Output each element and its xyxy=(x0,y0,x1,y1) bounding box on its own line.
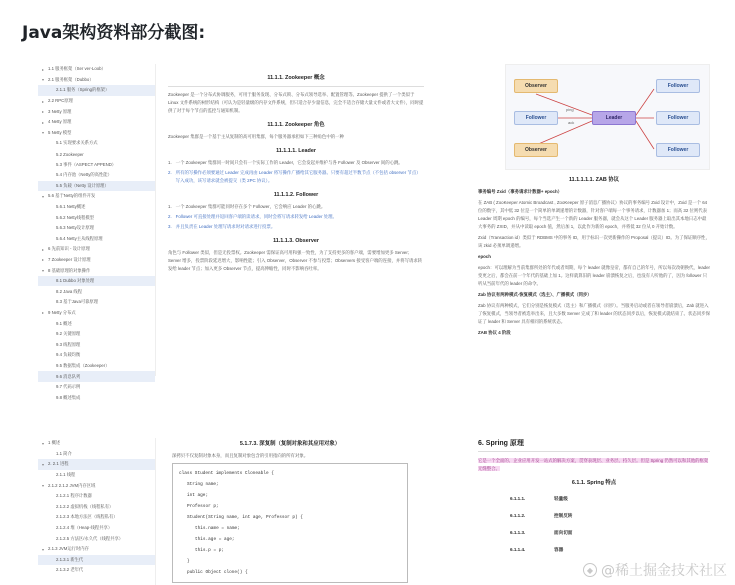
toc-item[interactable] xyxy=(38,96,155,107)
toc-item-label: 8.3 基于Java可靠原理 xyxy=(56,299,99,305)
toc-item-label: 6 先前知识 - 设计原理 xyxy=(48,246,90,252)
toc-item[interactable] xyxy=(38,286,155,297)
toc-item[interactable] xyxy=(38,191,155,202)
zk-paragraph-1: Zookeeper 是一个分布式协调服务，可用于服务发现、分布式锁、分布式领导选举、配置管理等。Zookeeper 提供了一个类似于 Linux 文件系统的树形结构（可认为是轻量级的内存文件系统，但只适合存少量信息，完全不适合存储大量文件或者大文件），同时提供了对于每个节点的监控与通知机制。 xyxy=(168,92,424,113)
toc-item-label: 5.6.4 Netty主从线程原理 xyxy=(56,235,103,241)
zk-roles-heading: 11.1.1. Zookeeper 角色 xyxy=(267,122,325,128)
toc-item[interactable] xyxy=(38,523,155,534)
zab-sub-4: ZAB 协议 4 阶段 xyxy=(478,330,511,335)
toc-item-label: 9.4 负载均衡 xyxy=(56,352,81,358)
toc-item-label: 9.1 概述 xyxy=(56,320,72,326)
zab-follower-bottom: Follower xyxy=(656,143,700,157)
caret-down-icon[interactable]: ▾ xyxy=(42,77,45,83)
caret-down-icon[interactable]: ▾ xyxy=(42,130,45,136)
toc-item-label: 2.1.3.1 新生代 xyxy=(56,556,84,562)
toc-item[interactable] xyxy=(38,244,155,255)
juejin-logo-icon: ◆ xyxy=(583,563,597,577)
code-line: this.p = p; xyxy=(195,548,224,553)
toc-item-label: 9.6 消息队列 xyxy=(56,373,81,379)
caret-right-icon[interactable]: ▸ xyxy=(42,310,45,316)
toc-item[interactable] xyxy=(38,438,155,449)
code-line: Professor p; xyxy=(187,504,219,509)
caret-down-icon[interactable]: ▾ xyxy=(42,546,45,552)
toc-item-label: 2.1.2.1 程序计数器 xyxy=(56,493,92,499)
toc-item-label: 4 Netty 原理 xyxy=(48,119,72,125)
toc-item[interactable] xyxy=(38,512,155,523)
toc-item[interactable] xyxy=(38,459,155,470)
toc-item-label: 1 概述 xyxy=(48,440,61,446)
spring-feature-number: 6.1.1.2. xyxy=(510,513,526,518)
deep-copy-page xyxy=(172,440,408,585)
zab-sub-1: 事务编号 Zxid（事务请求计数器+ epoch） xyxy=(478,189,563,194)
toc-item[interactable] xyxy=(38,533,155,544)
caret-down-icon[interactable]: ▾ xyxy=(42,440,45,446)
spring-feature-row xyxy=(478,546,710,554)
toc-item-label: 9.8 概述集成 xyxy=(56,394,81,400)
zk-observer-heading: 11.1.1.3. Observer xyxy=(273,238,319,244)
caret-down-icon[interactable]: ▾ xyxy=(42,461,45,467)
toc-item[interactable] xyxy=(38,149,155,160)
toc-item[interactable] xyxy=(38,64,155,75)
toc-item-label: 5.6 基于Netty的组件开发 xyxy=(48,193,96,199)
spring-feature-row xyxy=(478,512,710,520)
toc-item-label: 5.2 Zookeeper xyxy=(56,151,84,157)
spring-paragraph: 它是一个全面的、企业应用开发一站式的解决方案，贯穿表现层、业务层、持久层。但是 Spring 仍然可以和其他的框架无缝整合。 xyxy=(478,458,709,471)
spring-feature-number: 6.1.1.4. xyxy=(510,547,526,552)
zab-follower-top: Follower xyxy=(656,79,700,93)
caret-right-icon[interactable]: ▸ xyxy=(42,66,45,72)
spring-feature-label: 容器 xyxy=(554,547,564,552)
toc-item-label: 8.2 Java 线程 xyxy=(56,288,83,294)
toc-item-label: 2.1.3 JVM运行时内存 xyxy=(48,546,89,552)
zk-leader-heading: 11.1.1.1. Leader xyxy=(276,148,316,154)
zab-paragraph-3: epoch：可以理解为当前集群所处的年代或者周期，每个 leader 就像皇帝，都有自己的年号，所以每次改朝换代，leader 变更之后，都会在前一个年代的基础上加 1。这样就算旧的 leader 崩溃恢复之后，也没有人听他的了，因为 follower 只听从当前年代的 leader 的命令。 xyxy=(478,265,711,286)
toc-item[interactable] xyxy=(38,85,155,96)
toc-item[interactable] xyxy=(38,318,155,329)
spring-feature-label: 面向切面 xyxy=(554,530,573,535)
toc-item-label: 2.1.3.2 老年代 xyxy=(56,567,84,573)
toc-item[interactable] xyxy=(38,371,155,382)
toc-item-label: 5.4 内存池（Netty的高性能） xyxy=(56,172,112,178)
toc-item[interactable] xyxy=(38,212,155,223)
copy-title: 5.1.7.3. 深复制（复制对象和其应用对象） xyxy=(239,441,341,447)
zab-page xyxy=(478,170,710,380)
toc-item[interactable] xyxy=(38,491,155,502)
toc-item-label: 2. 2.1 进程 xyxy=(48,461,69,467)
zk-list-3: 一个 Zookeeper 集群可能同时存在多个 Follower，它会响应 Leader 的心跳。 xyxy=(175,204,326,209)
zk-list-2: 所有的写操作必须要通过 Leader 完成再由 Leader 将写操作广播给其它服务器。只要有超过半数节点（不包括 observer 节点）写入成功，该写请求就会被提交（类 2PC 协议）。 xyxy=(175,170,421,183)
toc-item[interactable] xyxy=(38,555,155,566)
toc-item-label: 2.2 RPC原理 xyxy=(48,98,73,104)
toc-item-label: 8.1 Dubbo 对象处理 xyxy=(56,278,95,284)
toc-item[interactable] xyxy=(38,329,155,340)
toc-item[interactable] xyxy=(38,255,155,266)
zab-sub-2: epoch xyxy=(478,254,491,259)
zab-observer-bottom: Observer xyxy=(514,143,558,157)
toc-sidebar-2 xyxy=(38,438,156,585)
spring-feature-row xyxy=(478,495,710,503)
zab-ack-label: ack xyxy=(568,120,575,125)
toc-item[interactable] xyxy=(38,565,155,576)
toc-item[interactable] xyxy=(38,265,155,276)
toc-item[interactable] xyxy=(38,234,155,245)
toc-item-label: 2.1.2.2 虚拟机栈（线程私有） xyxy=(56,503,114,509)
caret-down-icon[interactable]: ▾ xyxy=(42,483,45,489)
toc-item-label: 9.7 代码示例 xyxy=(56,384,81,390)
code-line: public Object clone() { xyxy=(187,570,248,575)
caret-right-icon[interactable]: ▸ xyxy=(42,109,45,115)
toc-item[interactable] xyxy=(38,392,155,403)
zab-leader: Leader xyxy=(592,111,636,125)
toc-item[interactable] xyxy=(38,339,155,350)
toc-item-label: 2.1.2.3 本地方法区（线程私有） xyxy=(56,514,118,520)
toc-item-label: 2.1.2 2.1.2 JVM内存区域 xyxy=(48,482,96,488)
toc-item[interactable] xyxy=(38,350,155,361)
toc-item[interactable] xyxy=(38,470,155,481)
toc-item-label: 1.1 简介 xyxy=(56,450,72,456)
toc-item-label: 5.6.3 Netty设计原理 xyxy=(56,225,94,231)
toc-item-label: 2.1.2.5 方法区/永久代（线程共享） xyxy=(56,535,124,541)
copy-paragraph: 深拷贝不仅复制对象本身，而且复制对象包含的引用指向的所有对象。 xyxy=(172,453,309,458)
zab-follower-left: Follower xyxy=(514,111,558,125)
toc-item[interactable] xyxy=(38,480,155,491)
spring-features-list xyxy=(478,495,710,554)
caret-right-icon[interactable]: ▸ xyxy=(42,119,45,125)
caret-right-icon[interactable]: ▸ xyxy=(42,98,45,104)
page-heading: Java架构资料部分截图: xyxy=(22,23,206,43)
toc-sidebar-1 xyxy=(38,64,156,400)
zab-sub-3: Zab 协议有两种模式-恢复模式（选主）、广播模式（同步） xyxy=(478,292,592,297)
caret-down-icon[interactable]: ▾ xyxy=(42,268,45,274)
toc-item-label: 9.2 关键原理 xyxy=(56,331,81,337)
toc-item-label: 5.1 实现要求关系方式 xyxy=(56,140,98,146)
zk-list-5: 并且负责在 Leader 处理写请求时对请求进行投票。 xyxy=(175,224,276,229)
code-line: class Student implements Cloneable { xyxy=(179,471,274,476)
code-line: this.name = name; xyxy=(195,526,240,531)
toc-item[interactable] xyxy=(38,202,155,213)
toc-item-label: 5.6.2 Netty线程模型 xyxy=(56,214,94,220)
toc-item-label: 5.6.1 Netty概述 xyxy=(56,204,86,210)
zab-paragraph-2: Zxid（Transaction id）类似于 RDBMS 中的事务 ID，用于标识一次更新操作的 Proposal（提议）ID。为了保证顺序性，该 zkid 必须单调递增。 xyxy=(478,235,710,248)
toc-item[interactable] xyxy=(38,138,155,149)
code-line: String name; xyxy=(187,482,219,487)
code-line: Student(String name, int age, Professor p) { xyxy=(187,515,303,520)
toc-item[interactable] xyxy=(38,276,155,287)
spring-feature-number: 6.1.1.1. xyxy=(510,496,526,501)
toc-item-label: 7 Zookeeper 设计原理 xyxy=(48,256,91,262)
zk-list-1: 一个 Zookeeper 集群同一时间只会有一个实际工作的 Leader，它会发起并维护与各 Follower 及 Observer 间的心跳。 xyxy=(175,160,403,165)
toc-item[interactable] xyxy=(38,502,155,513)
toc-item-label: 5.5 负载（Netty 设计原理） xyxy=(56,182,109,188)
toc-item[interactable] xyxy=(38,382,155,393)
toc-item-label: 9.5 数据集成（Zookeeper） xyxy=(56,362,110,368)
toc-item-label: 2.1.1 服务（Spring的框架） xyxy=(56,87,110,93)
spring-feature-number: 6.1.1.3. xyxy=(510,530,526,535)
caret-right-icon[interactable]: ▸ xyxy=(42,246,45,252)
zk-paragraph-3: 角色与 Follower 类似，但是无投票权。Zookeeper 需保证高可用和强一致性，为了支持更多的客户端，需要增加更多 Server；Server 增多，投票阶段延迟增大，影响性能；引入 Observer，Observer 不参与投票；Observers 接受客户端的连接，并将写请求转发给 leader 节点；加入更多 Observer 节点，提高伸缩性，同时不影响吞吐率。 xyxy=(168,250,423,271)
toc-item[interactable] xyxy=(38,308,155,319)
spring-feature-label: 轻量级 xyxy=(554,496,568,501)
caret-down-icon[interactable]: ▾ xyxy=(42,193,45,199)
toc-item[interactable] xyxy=(38,449,155,460)
toc-item-label: 2.1.2.4 堆（Heap-线程共享） xyxy=(56,525,113,531)
zk-follower-heading: 11.1.1.2. Follower xyxy=(273,192,319,198)
toc-item-label: 5 Netty 模型 xyxy=(48,129,72,135)
code-line: this.age = age; xyxy=(195,537,235,542)
zab-title: 11.1.1.1.1. ZAB 协议 xyxy=(568,177,620,183)
zk-paragraph-2: Zookeeper 集群是一个基于主从复制的高可用集群，每个服务器承担如下三种角色中的一种 xyxy=(168,134,344,139)
zab-follower-mid: Follower xyxy=(656,111,700,125)
zab-paragraph-1: 在 ZAB ( ZooKeeper Atomic Broadcast , ZooKeeper 原子消息广播协议）协议的事务编号 Zxid 设计中，Zxid 是一个 64 位的数字，其中低 32 位是一个简单的单调递增的计数器，针对客户端每一个事务请求，计数器加 1；而高 32 位则代表 Leader 周期 epoch 的编号，每个当选产生一个新的 Leader 服务器，就会从这个 Leader 服务器上取出其本地日志中最大事务的 ZXID，并从中读取 epoch 值，然后加 1，以此作为新的 epoch，并将低 32 位从 0 开始计数。 xyxy=(478,200,708,229)
toc-item[interactable] xyxy=(38,181,155,192)
toc-item-label: 2.1.1 线程 xyxy=(56,472,76,478)
toc-item[interactable] xyxy=(38,117,155,128)
spring-features-heading: 6.1.1. Spring 特点 xyxy=(571,480,617,486)
toc-item[interactable] xyxy=(38,297,155,308)
toc-item-label: 1.1 服务框架（Ser ver-Loob） xyxy=(48,66,106,72)
toc-item[interactable] xyxy=(38,223,155,234)
zab-diagram xyxy=(505,64,710,170)
zk-title: 11.1.1. Zookeeper 概念 xyxy=(267,75,325,81)
zookeeper-page: 11.1.1. Zookeeper 概念 Zookeeper 是一个分布式协调服务，可用于服务发现、分布式锁、分布式领导选举、配置管理等。Zookeeper 提供了一个类似于 Linux 文件系统的树形结构（可认为是轻量级的内存文件系统，但只适合存少量信息，完全不适合存储大量文件或者大文件），同时提供了对于每个节点的监控与通知机制。 11.1.1. Zookeeper 角色 Zookeeper 集群是一个基于主从复制的高可用集群，每个服务器承担如下三种角色中的一种 11.1.1.1. Leader 1. 一个 Zookeeper 集群同一时间只会有一个实际工作的 Leader，它会发起并维护与各 Follower 及 Observer 间的心跳。 2. 所有的写操作必须要通过 Leader 完成再由 Leader 将写操作广播给其它服务器。只要有超过半数节点（不包括 observer 节点）写入成功，该写请求就会被提交（类 2PC 协议）。 11.1.1.2. Follower 1. 一个 Zookeeper 集群可能同时存在多个 Follower，它会响应 Leader 的心跳。 2. Follower 可直接处理并返回客户端的读请求，同时会将写请求转发给 Leader 处理。 3. 并且负责在 Leader 处理写请求时对请求进行投票。 11.1.1.3. Observer 角色与 Follower 类似，但是无投票权。Zookeeper 需保证高可用和强一致性，为了支持更多的客户端，需要增加更多 Server；Server 增多，投票阶段延迟增大，影响性能；引入 Observer，Observer 不参与投票；Observers 接受客户端的连接，并将写请求转发给 leader 节点；加入更多 Observer 节点，提高伸缩性，同时不影响吞吐率。 xyxy=(168,75,424,271)
toc-item-label: 5.3 事件（ASPECT APPEND） xyxy=(56,161,117,167)
toc-item[interactable] xyxy=(38,170,155,181)
code-line: int age; xyxy=(187,493,209,498)
toc-item-label: 3 Netty 原理 xyxy=(48,108,72,114)
watermark xyxy=(583,560,727,580)
toc-item[interactable] xyxy=(38,75,155,86)
zab-paragraph-4: Zab 协议有两种模式，它们分别是恢复模式（选主）和广播模式（同步）。当服务启动或者在领导者崩溃后，Zab 就进入了恢复模式，当领导者被选举出来，且大多数 Server 完成了和 leader 的状态同步以后，恢复模式就结束了。状态同步保证了 leader 和 Server 具有相同的系统状态。 xyxy=(478,303,710,324)
zab-ping-label: ping xyxy=(566,107,574,112)
code-line: } xyxy=(187,559,190,564)
spring-feature-row xyxy=(478,529,710,537)
toc-item[interactable] xyxy=(38,544,155,555)
toc-item-label: 8 基础原理的对象操作 xyxy=(48,267,91,273)
toc-item[interactable] xyxy=(38,361,155,372)
toc-item-label: 9 Netty 分布式 xyxy=(48,309,76,315)
spring-title: 6. Spring 原理 xyxy=(478,440,710,452)
toc-item-label: 9.3 线程原理 xyxy=(56,341,81,347)
toc-item[interactable] xyxy=(38,106,155,117)
zab-observer-top: Observer xyxy=(514,79,558,93)
toc-item-label: 2.1 服务框架（Dubbo） xyxy=(48,76,94,82)
toc-item[interactable] xyxy=(38,128,155,139)
zk-list-4: Follower 可直接处理并返回客户端的读请求，同时会将写请求转发给 Leader 处理。 xyxy=(175,214,337,219)
code-block xyxy=(172,463,408,583)
watermark-text: @稀土掘金技术社区 xyxy=(601,563,727,579)
toc-item[interactable] xyxy=(38,159,155,170)
caret-right-icon[interactable]: ▸ xyxy=(42,257,45,263)
spring-feature-label: 控制反转 xyxy=(554,513,573,518)
